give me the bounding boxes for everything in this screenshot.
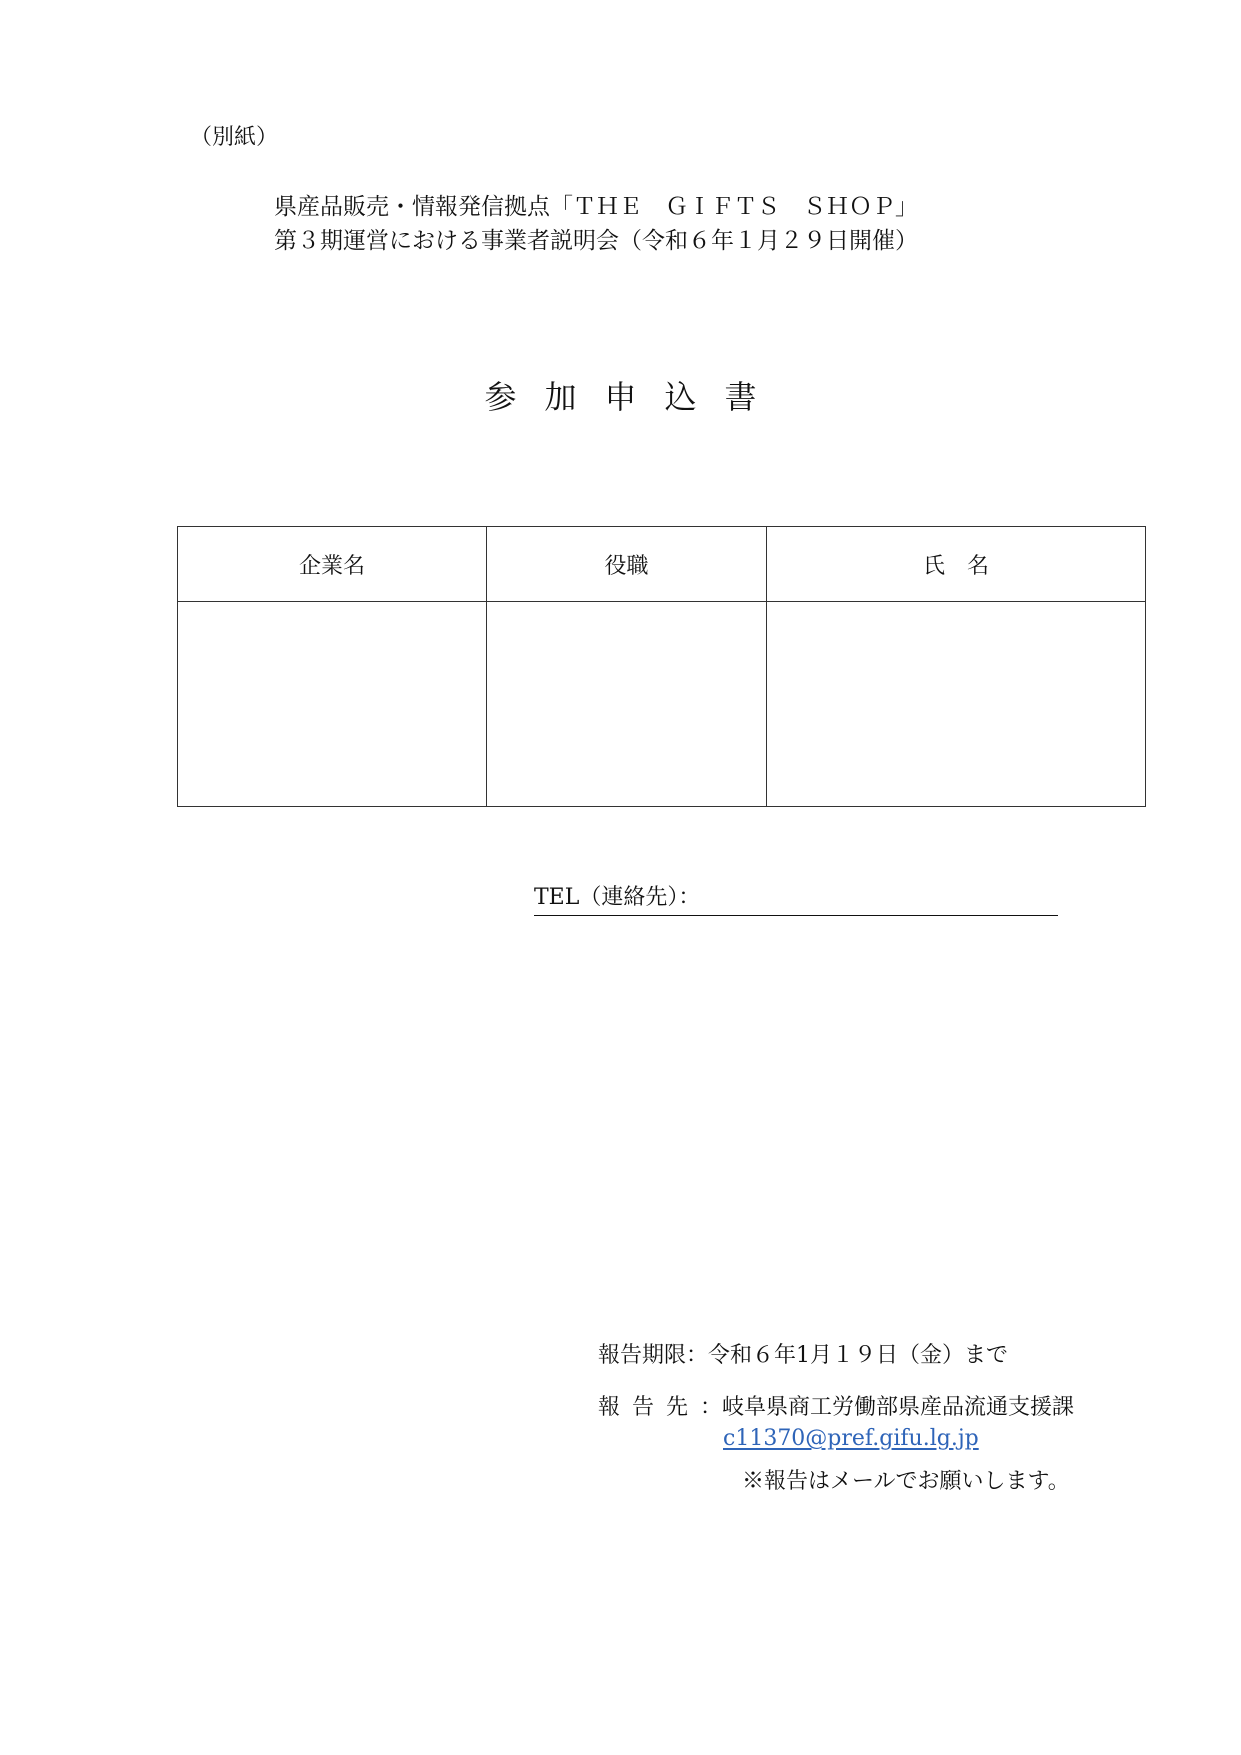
report-to-label: 報告先 xyxy=(598,1395,701,1420)
header-position: 役職 xyxy=(487,527,767,602)
cell-full-name[interactable] xyxy=(767,602,1146,807)
subtitle-line-2: 第３期運営における事業者説明会（令和６年１月２９日開催） xyxy=(274,228,918,254)
table-row xyxy=(178,602,1146,807)
subtitle-line-1: 県産品販売・情報発信拠点「ＴＨＥ ＧＩＦＴＳ ＳＨＯＰ」 xyxy=(274,194,918,220)
tel-label: TEL（連絡先）： xyxy=(534,885,701,910)
form-title: 参加申込書 xyxy=(484,378,785,416)
deadline-label: 報告期限 xyxy=(598,1343,687,1368)
attachment-label: （別紙） xyxy=(190,125,279,150)
cell-company-name[interactable] xyxy=(178,602,487,807)
event-subtitle xyxy=(274,190,918,258)
table-header-row xyxy=(178,527,1146,602)
report-to-value: ：岐阜県商工労働部県産品流通支援課 xyxy=(700,1395,1075,1420)
email-note: ※報告はメールでお願いします。 xyxy=(742,1469,1070,1494)
report-destination xyxy=(598,1390,1074,1421)
cell-position[interactable] xyxy=(487,602,767,807)
participant-table xyxy=(177,526,1146,807)
header-full-name: 氏 名 xyxy=(767,527,1146,602)
tel-field[interactable] xyxy=(534,880,1058,916)
email-link[interactable]: c11370@pref.gifu.lg.jp xyxy=(723,1426,979,1451)
report-deadline xyxy=(598,1338,1008,1369)
deadline-value: ：令和６年1月１９日（金）まで xyxy=(686,1343,1009,1368)
header-company-name: 企業名 xyxy=(178,527,487,602)
